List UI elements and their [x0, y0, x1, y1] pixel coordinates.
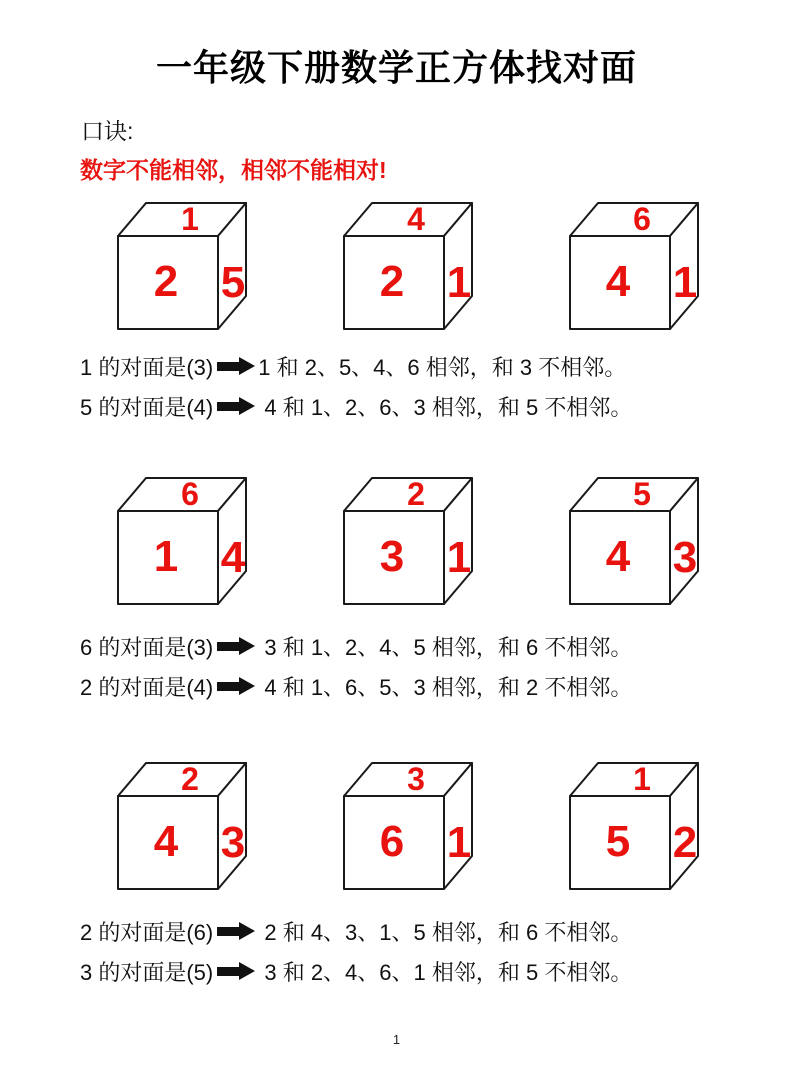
cube-top-number: 1	[633, 761, 651, 797]
cube-right-number: 1	[446, 533, 472, 582]
cube-row-3	[100, 756, 712, 906]
line-after-arrow: 4 和 1、6、5、3 相邻，和 2 不相邻。	[258, 674, 633, 700]
cube-right-number: 1	[446, 258, 472, 307]
page-number: 1	[392, 1032, 401, 1047]
line-before-arrow: 1 的对面是(3)	[80, 354, 214, 380]
cube-right-number: 1	[672, 258, 698, 307]
explanation-block-1	[80, 346, 740, 426]
cube-front-number: 1	[153, 532, 179, 581]
page-title: 一年级下册数学正方体找对面	[155, 48, 637, 88]
cube-right-number: 4	[220, 533, 246, 582]
cube-2-1	[100, 471, 260, 621]
cube-right-number: 2	[672, 818, 698, 867]
explanation-line	[80, 666, 740, 706]
explanation-line	[80, 626, 740, 666]
explanation-line	[80, 911, 740, 951]
cube-front-number: 4	[153, 817, 179, 866]
cube-1-3	[552, 196, 712, 346]
arrow-right-icon	[217, 922, 255, 940]
arrow-right-icon	[217, 637, 255, 655]
cube-right-number: 1	[446, 818, 472, 867]
cube-top-number: 5	[633, 476, 651, 512]
cube-1-2	[326, 196, 486, 346]
cube-1-1	[100, 196, 260, 346]
line-after-arrow: 3 和 2、4、6、1 相邻，和 5 不相邻。	[258, 959, 633, 985]
cube-top-number: 1	[181, 201, 199, 237]
line-before-arrow: 5 的对面是(4)	[80, 394, 214, 420]
explanation-block-3	[80, 911, 740, 991]
mnemonic-rule-text: 数字不能相邻，相邻不能相对!	[80, 157, 387, 183]
cube-front-number: 5	[605, 817, 631, 866]
arrow-right-icon	[217, 962, 255, 980]
cube-top-number: 2	[181, 761, 199, 797]
cube-top-number: 6	[633, 201, 651, 237]
explanation-block-2	[80, 626, 740, 706]
cube-2-3	[552, 471, 712, 621]
cube-row-2	[100, 471, 712, 621]
explanation-line	[80, 386, 740, 426]
line-after-arrow: 2 和 4、3、1、5 相邻，和 6 不相邻。	[258, 919, 633, 945]
line-before-arrow: 3 的对面是(5)	[80, 959, 214, 985]
cube-right-number: 5	[220, 258, 246, 307]
explanation-line	[80, 951, 740, 991]
cube-top-number: 6	[181, 476, 199, 512]
cube-front-number: 4	[605, 257, 631, 306]
cube-front-number: 3	[379, 532, 405, 581]
line-after-arrow: 4 和 1、2、6、3 相邻，和 5 不相邻。	[258, 394, 633, 420]
cube-row-1	[100, 196, 712, 346]
cube-front-number: 2	[153, 257, 179, 306]
line-after-arrow: 3 和 1、2、4、5 相邻，和 6 不相邻。	[258, 634, 633, 660]
explanation-line	[80, 346, 740, 386]
arrow-right-icon	[217, 357, 255, 375]
cube-front-number: 4	[605, 532, 631, 581]
line-before-arrow: 2 的对面是(4)	[80, 674, 214, 700]
cube-front-number: 2	[379, 257, 405, 306]
mnemonic-label: 口诀:	[81, 118, 134, 144]
line-after-arrow: 1 和 2、5、4、6 相邻，和 3 不相邻。	[258, 354, 627, 380]
cube-top-number: 2	[407, 476, 425, 512]
arrow-right-icon	[217, 397, 255, 415]
cube-3-1	[100, 756, 260, 906]
cube-right-number: 3	[672, 533, 698, 582]
line-before-arrow: 6 的对面是(3)	[80, 634, 214, 660]
cube-top-number: 4	[407, 201, 425, 237]
arrow-right-icon	[217, 677, 255, 695]
cube-3-3	[552, 756, 712, 906]
cube-3-2	[326, 756, 486, 906]
cube-top-number: 3	[407, 761, 425, 797]
cube-2-2	[326, 471, 486, 621]
line-before-arrow: 2 的对面是(6)	[80, 919, 214, 945]
cube-front-number: 6	[379, 817, 405, 866]
cube-right-number: 3	[220, 818, 246, 867]
